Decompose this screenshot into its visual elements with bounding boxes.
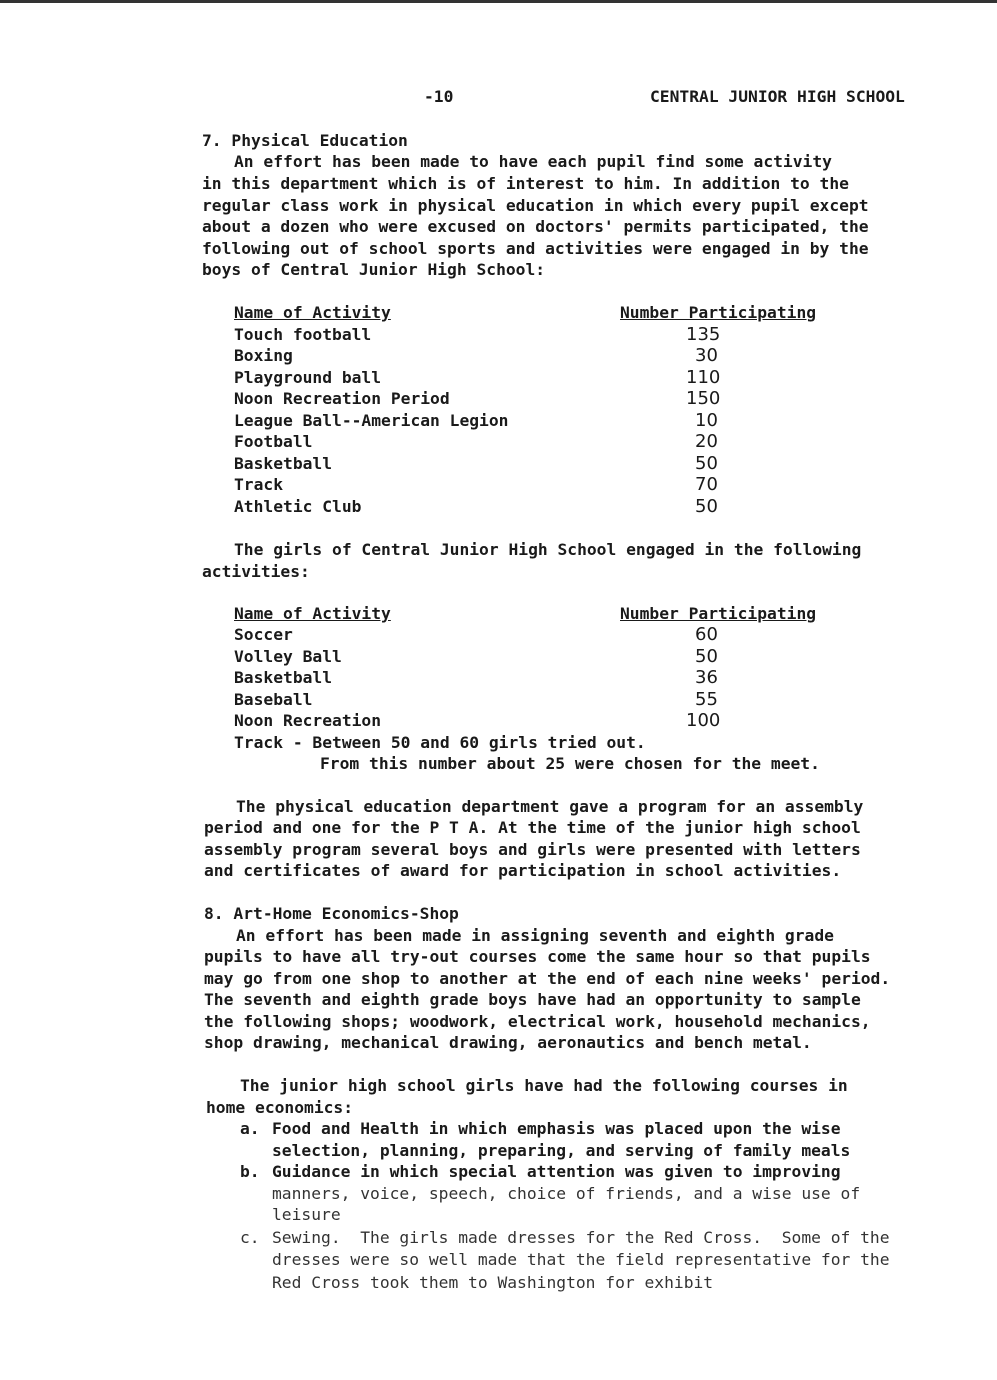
program-para-line: and certificates of award for participation in school activities.: [204, 861, 842, 880]
course-line: dresses were so well made that the field representative for the: [272, 1250, 890, 1269]
girls-number: 36: [695, 667, 718, 688]
girls-activity: Basketball: [234, 668, 333, 687]
section-7-para-line: following out of school sports and activities were engaged in by the: [202, 239, 869, 258]
girls-track-line: Track - Between 50 and 60 girls tried out.: [234, 733, 646, 752]
boys-number: 50: [695, 453, 718, 474]
page-number: -10: [424, 87, 454, 106]
section-8-para-line: the following shops; woodwork, electrical work, household mechanics,: [204, 1012, 871, 1031]
section-8-heading: 8. Art-Home Economics-Shop: [204, 904, 459, 923]
page-top-edge: [0, 0, 997, 3]
boys-number: 135: [686, 324, 721, 345]
course-line: Sewing. The girls made dresses for the Red Cross. Some of the: [272, 1228, 890, 1247]
girls-table-header-activity: Name of Activity: [234, 604, 391, 623]
course-label: c.: [240, 1228, 260, 1247]
girls-number: 55: [695, 689, 718, 710]
girls-activity: Noon Recreation: [234, 711, 382, 730]
girls-track-line: From this number about 25 were chosen for the meet.: [320, 754, 820, 773]
course-label: a.: [240, 1119, 260, 1138]
section-8-para-line: shop drawing, mechanical drawing, aeronautics and bench metal.: [204, 1033, 812, 1052]
section-7-heading: 7. Physical Education: [202, 131, 408, 150]
boys-table-header-number: Number Participating: [620, 303, 817, 322]
boys-table-header-activity: Name of Activity: [234, 303, 391, 322]
section-8-para-line: may go from one shop to another at the end of each nine weeks' period.: [204, 969, 891, 988]
boys-activity: Playground ball: [234, 368, 382, 387]
section-8-para-line: An effort has been made in assigning seventh and eighth grade: [236, 926, 834, 945]
section-7-para-line: about a dozen who were excused on doctors' permits participated, the: [202, 217, 869, 236]
girls-table-header-number: Number Participating: [620, 604, 817, 623]
course-line: Guidance in which special attention was given to improving: [272, 1162, 841, 1181]
boys-activity: League Ball--American Legion: [234, 411, 509, 430]
boys-activity: Noon Recreation Period: [234, 389, 450, 408]
boys-activity: Track: [234, 475, 284, 494]
boys-number: 50: [695, 496, 718, 517]
home-ec-intro-line: The junior high school girls have had the following courses in: [240, 1076, 848, 1095]
boys-number: 20: [695, 431, 718, 452]
girls-number: 100: [686, 710, 721, 731]
section-7-para-line: in this department which is of interest to him. In addition to the: [202, 174, 849, 193]
course-line: manners, voice, speech, choice of friends, and a wise use of: [272, 1184, 861, 1203]
boys-activity: Football: [234, 432, 313, 451]
boys-number: 10: [695, 410, 718, 431]
program-para-line: assembly program several boys and girls were presented with letters: [204, 840, 861, 859]
section-7-para-line: boys of Central Junior High School:: [202, 260, 546, 279]
course-line: selection, planning, preparing, and serving of family meals: [272, 1141, 851, 1160]
section-7-para-line: An effort has been made to have each pupil find some activity: [234, 152, 832, 171]
section-7-para-line: regular class work in physical education in which every pupil except: [202, 196, 869, 215]
boys-activity: Basketball: [234, 454, 333, 473]
course-line: leisure: [272, 1205, 341, 1224]
school-name-header: CENTRAL JUNIOR HIGH SCHOOL: [650, 87, 905, 106]
course-line: Red Cross took them to Washington for exhibit: [272, 1273, 714, 1292]
boys-activity: Boxing: [234, 346, 293, 365]
section-8-para-line: The seventh and eighth grade boys have had an opportunity to sample: [204, 990, 861, 1009]
girls-intro-line: The girls of Central Junior High School engaged in the following: [234, 540, 862, 559]
boys-number: 150: [686, 388, 721, 409]
program-para-line: period and one for the P T A. At the time of the junior high school: [204, 818, 861, 837]
course-line: Food and Health in which emphasis was placed upon the wise: [272, 1119, 841, 1138]
section-8-para-line: pupils to have all try-out courses come the same hour so that pupils: [204, 947, 871, 966]
boys-activity: Athletic Club: [234, 497, 362, 516]
home-ec-intro-line: home economics:: [206, 1098, 354, 1117]
girls-activity: Baseball: [234, 690, 313, 709]
boys-activity: Touch football: [234, 325, 372, 344]
girls-activity: Soccer: [234, 625, 293, 644]
girls-intro-line: activities:: [202, 562, 310, 581]
boys-number: 30: [695, 345, 718, 366]
girls-number: 60: [695, 624, 718, 645]
program-para-line: The physical education department gave a program for an assembly: [236, 797, 864, 816]
boys-number: 70: [695, 474, 718, 495]
girls-number: 50: [695, 646, 718, 667]
course-label: b.: [240, 1162, 260, 1181]
boys-number: 110: [686, 367, 721, 388]
girls-activity: Volley Ball: [234, 647, 342, 666]
